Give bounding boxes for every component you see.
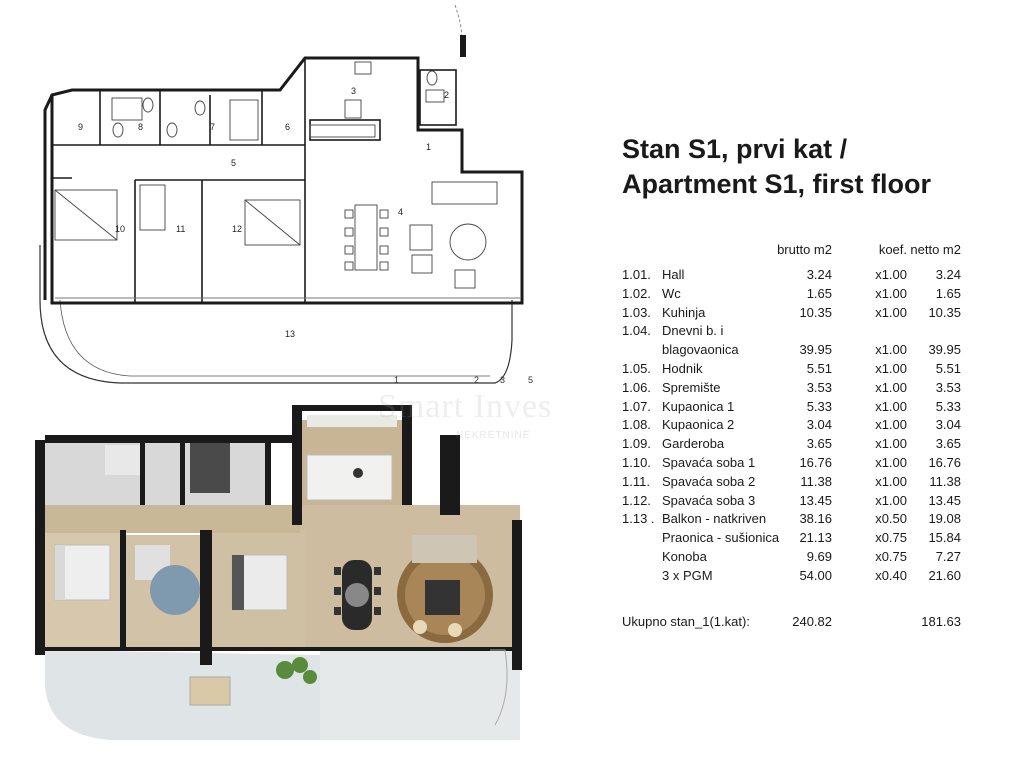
cell-brutto: 39.95 bbox=[799, 342, 832, 358]
cell-code: 1.09. bbox=[622, 436, 651, 452]
terrace-outline bbox=[40, 245, 512, 383]
table-row bbox=[622, 360, 967, 379]
cell-name: Kupaonica 1 bbox=[662, 398, 735, 414]
cell-koef: x1.00 bbox=[875, 379, 907, 395]
room-number-9: 9 bbox=[78, 122, 84, 132]
total-label: Ukupno stan_1(1.kat): bbox=[622, 614, 750, 629]
cell-name: Garderoba bbox=[662, 436, 725, 452]
table-row bbox=[622, 510, 967, 529]
cell-code: 1.13 . bbox=[622, 511, 655, 527]
cell-koef: x1.00 bbox=[875, 304, 907, 320]
cell-brutto: 3.65 bbox=[806, 436, 832, 452]
cell-name: Praonica - sušionica bbox=[662, 530, 780, 546]
cell-code: 1.03. bbox=[622, 304, 651, 320]
cell-brutto: 11.38 bbox=[800, 473, 832, 489]
cell-name: Hall bbox=[662, 267, 685, 282]
floor-plan-render bbox=[0, 395, 600, 768]
room-number-1: 1 bbox=[426, 142, 432, 152]
room-number-5: 5 bbox=[231, 158, 237, 168]
cell-name: 3 x PGM bbox=[662, 567, 713, 583]
table-row bbox=[622, 454, 967, 473]
cell-code: 1.07. bbox=[622, 398, 651, 414]
floor-plan-line-drawing bbox=[0, 0, 600, 390]
cell-koef: x0.75 bbox=[875, 530, 907, 546]
table-row bbox=[622, 473, 967, 492]
table-row bbox=[622, 398, 967, 417]
cell-code: 1.06. bbox=[622, 379, 651, 395]
sofa bbox=[432, 182, 497, 204]
bathrooms bbox=[45, 440, 270, 505]
cell-code: 1.04. bbox=[622, 323, 651, 339]
table-row bbox=[622, 304, 967, 323]
cell-koef: x1.00 bbox=[875, 473, 907, 489]
cell-code: 1.01. bbox=[622, 267, 651, 282]
kitchen-island bbox=[310, 125, 375, 137]
cell-brutto: 21.13 bbox=[799, 530, 832, 546]
cell-koef: x1.00 bbox=[875, 360, 907, 376]
cell-netto: 13.45 bbox=[928, 492, 961, 508]
kitchen-island bbox=[307, 455, 392, 500]
cell-brutto: 3.04 bbox=[806, 417, 832, 433]
cell-netto: 11.38 bbox=[929, 473, 961, 489]
section-mark-3: 3 bbox=[500, 375, 506, 385]
terrace-table bbox=[190, 677, 230, 705]
section-mark-5: 5 bbox=[528, 375, 534, 385]
cell-code: 1.05. bbox=[622, 360, 651, 376]
cell-brutto: 3.24 bbox=[806, 267, 832, 282]
cell-netto: 3.53 bbox=[935, 379, 961, 395]
cell-koef: x0.75 bbox=[875, 548, 907, 564]
cell-netto: 3.24 bbox=[935, 267, 961, 282]
cell-brutto: 16.76 bbox=[799, 454, 832, 470]
cell-koef: x1.00 bbox=[875, 342, 907, 358]
area-table bbox=[622, 238, 967, 586]
cell-netto: 16.76 bbox=[928, 454, 961, 470]
wardrobe-11 bbox=[140, 185, 165, 230]
room-number-3: 3 bbox=[351, 86, 357, 96]
header-netto: netto m2 bbox=[910, 242, 961, 257]
watermark-sub: NEKRETNINE bbox=[456, 430, 531, 441]
header-brutto: brutto m2 bbox=[777, 242, 832, 257]
table-row bbox=[622, 379, 967, 398]
sofa bbox=[412, 535, 477, 563]
cell-brutto: 3.53 bbox=[806, 379, 832, 395]
cell-name: blagovaonica bbox=[662, 342, 739, 358]
table-row bbox=[622, 567, 967, 586]
terrace bbox=[45, 650, 320, 740]
cell-name: Spavaća soba 2 bbox=[662, 473, 756, 489]
room-number-4: 4 bbox=[398, 207, 404, 217]
cell-code: 1.10. bbox=[622, 454, 651, 470]
cell-koef: x1.00 bbox=[875, 267, 907, 282]
total-row bbox=[622, 614, 967, 634]
table-row bbox=[622, 416, 967, 435]
cell-brutto: 38.16 bbox=[799, 511, 832, 527]
cell-brutto: 13.45 bbox=[799, 492, 832, 508]
round-rug bbox=[450, 224, 486, 260]
dining-table bbox=[355, 205, 377, 270]
cell-name: Kuhinja bbox=[662, 304, 706, 320]
cell-name: Spremište bbox=[662, 379, 721, 395]
cell-brutto: 1.65 bbox=[806, 285, 832, 301]
table-row bbox=[622, 285, 967, 304]
room-number-11: 11 bbox=[176, 224, 186, 234]
total-netto: 181.63 bbox=[921, 614, 961, 629]
room-number-13: 13 bbox=[285, 329, 296, 339]
cell-brutto: 9.69 bbox=[806, 548, 832, 564]
cell-code: 1.12. bbox=[622, 492, 651, 508]
cell-name: Dnevni b. i bbox=[662, 323, 724, 339]
table-row bbox=[622, 529, 967, 548]
cell-name: Balkon - natkriven bbox=[662, 511, 767, 527]
table-row bbox=[622, 435, 967, 454]
cell-koef: x1.00 bbox=[875, 454, 907, 470]
total-brutto: 240.82 bbox=[792, 614, 832, 629]
room-number-12: 12 bbox=[232, 224, 243, 234]
page-title bbox=[622, 132, 931, 202]
table-rows bbox=[622, 266, 967, 586]
cell-name: Hodnik bbox=[662, 360, 703, 376]
cell-brutto: 54.00 bbox=[799, 567, 832, 583]
cell-brutto: 5.33 bbox=[806, 398, 832, 414]
cell-koef: x1.00 bbox=[875, 417, 907, 433]
cell-name: Kupaonica 2 bbox=[662, 417, 735, 433]
title-line-2: Apartment S1, first floor bbox=[622, 169, 932, 199]
room-number-2: 2 bbox=[444, 90, 450, 100]
table-row bbox=[622, 341, 967, 360]
cell-netto: 39.95 bbox=[928, 342, 961, 358]
cell-netto: 3.04 bbox=[935, 417, 961, 433]
hall-floor bbox=[45, 505, 300, 533]
cell-name: Konoba bbox=[662, 548, 707, 564]
cell-name: Spavaća soba 3 bbox=[662, 492, 756, 508]
table-row bbox=[622, 548, 967, 567]
section-mark-2: 2 bbox=[474, 375, 480, 385]
cell-netto: 10.35 bbox=[928, 304, 961, 320]
room-number-10: 10 bbox=[115, 224, 126, 234]
section-mark-1: 1 bbox=[394, 375, 400, 385]
cell-netto: 5.51 bbox=[935, 360, 961, 376]
cell-koef: x0.50 bbox=[875, 511, 907, 527]
coffee-table bbox=[425, 580, 460, 615]
cell-koef: x1.00 bbox=[875, 285, 907, 301]
room-number-6: 6 bbox=[285, 122, 291, 132]
cell-name: Spavaća soba 1 bbox=[662, 454, 756, 470]
cell-netto: 21.60 bbox=[928, 567, 961, 583]
cell-brutto: 10.35 bbox=[799, 304, 832, 320]
cell-koef: x0.40 bbox=[875, 567, 907, 583]
title-line-1: Stan S1, prvi kat / bbox=[622, 134, 848, 164]
cell-netto: 19.08 bbox=[928, 511, 961, 527]
cell-koef: x1.00 bbox=[875, 436, 907, 452]
cell-code: 1.02. bbox=[622, 285, 651, 301]
cell-koef: x1.00 bbox=[875, 492, 907, 508]
table-row bbox=[622, 492, 967, 511]
cell-koef: x1.00 bbox=[875, 398, 907, 414]
table-row bbox=[622, 322, 967, 341]
cell-netto: 5.33 bbox=[935, 398, 961, 414]
cell-netto: 1.65 bbox=[935, 285, 961, 301]
cell-code: 1.11. bbox=[622, 473, 650, 489]
table-row bbox=[622, 266, 967, 285]
cell-brutto: 5.51 bbox=[806, 360, 832, 376]
watermark: Smart Inves bbox=[378, 388, 553, 425]
cell-netto: 3.65 bbox=[935, 436, 961, 452]
room-number-7: 7 bbox=[210, 122, 216, 132]
room-number-8: 8 bbox=[138, 122, 144, 132]
cell-name: Wc bbox=[662, 285, 681, 301]
cell-netto: 15.84 bbox=[928, 530, 961, 546]
cell-netto: 7.27 bbox=[935, 548, 961, 564]
header-koef: koef. bbox=[878, 242, 907, 257]
table-header bbox=[622, 238, 967, 266]
dining-chairs bbox=[345, 210, 388, 270]
cell-code: 1.08. bbox=[622, 417, 651, 433]
